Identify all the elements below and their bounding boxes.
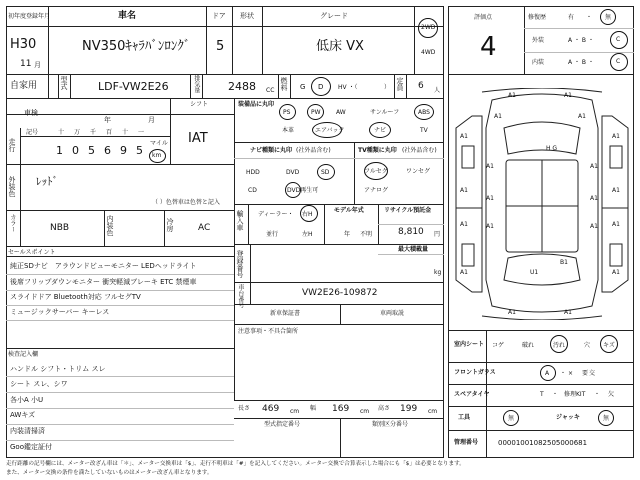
nav-hdd: HDD [246,169,260,176]
length-unit: cm [290,408,300,415]
spare-tire-missing: 欠 [608,391,615,398]
tv-fullseg: フルセグ [364,168,388,175]
seat-tear: 破れ [522,342,535,349]
shift-label: シフト [190,101,209,108]
capacity-value: 6 [418,81,424,91]
color-code-label: カラー [8,214,16,232]
chassis-label: 車台番号 [236,284,244,308]
warranty-label: 新車保証書 [270,310,301,317]
repair-yes: 有 [568,14,575,21]
shape-label: 形状 [240,12,254,20]
diagram-mark: B1 [560,259,568,266]
footer-note-1: 走行距離の記号欄には、メーター改ざん車は「＊」、メーター交換車は「$」、走行不明車は「#」を記入してください。メーター交換で合算表示した場合にも「$」は必要となります。 [6,461,465,467]
interior-color-label: 内装色 [106,215,115,236]
inspection-label: 車検 [24,109,38,117]
diagram-mark: A1 [460,187,468,194]
model-label: 型式 [60,76,69,90]
management-number: 00001001082505000681 [498,439,588,447]
mileage-digit: 5 [136,144,143,157]
repair-no: 無 [605,14,612,21]
diagram-mark: A1 [590,223,598,230]
diagram-mark: A1 [460,221,468,228]
fuel-diesel: D [318,83,324,91]
exterior-label: 外装 [532,37,545,44]
recycle-label: リサイクル預託金 [384,207,432,214]
door-label: ドア [212,12,226,20]
diagram-mark: A1 [508,309,516,316]
seat-burn: コゲ [492,342,505,349]
manual-label: 車両取説 [380,310,405,317]
fuel-label: 燃料 [280,77,289,91]
seat-scratch: キズ [603,342,615,349]
equipment-leather: 本革 [282,127,295,134]
model-spec-label: 型式指定番号 [264,421,301,428]
diagram-mark: A1 [486,195,494,202]
mileage-digit: 6 [104,144,111,157]
drive-2wd: 2WD [421,24,436,31]
repair-sep: ・ [586,14,593,21]
import-dealer: ディーラー・ [258,211,294,218]
model-year-label: モデル年式 [334,207,364,214]
tv-type-header: TV種類に丸印 [358,147,397,154]
spare-tire-dot-2: ・ [594,391,601,398]
import-parallel: 並行 [266,231,279,238]
nav-sd: SD [321,169,330,176]
interior-label: 内装 [532,59,545,66]
selling-point-line: スライドドア Bluetooth対応 フルセグTV [10,293,141,301]
model-code: LDF-VW2E26 [98,80,169,93]
diagram-mark: A1 [612,269,620,276]
mileage-label: 走行 [8,138,17,152]
inspection-line: Goo鑑定証付 [10,443,52,451]
front-glass-x: × [568,370,574,377]
inspection-year-unit: 年 [104,116,111,124]
tools-none: 無 [508,415,515,422]
seat-hole: 穴 [584,342,591,349]
diagram-mark: A1 [590,195,598,202]
diagram-mark: A1 [564,309,572,316]
equipment-sunroof: サンルーフ [370,109,400,116]
length-label: 長さ [238,405,251,412]
car-damage-diagram [452,88,632,320]
selling-points-label: セールスポイント [8,249,56,256]
spare-tire-dot: ・ [552,391,559,398]
door-count: 5 [216,39,225,54]
model-year-unknown: 不明 [360,231,373,238]
inspection-line: シート スレ、シワ [10,380,68,388]
equipment-pw: PW [311,109,321,116]
repair-history-label: 修復歴 [528,14,547,21]
car-name-label: 車名 [118,11,137,21]
height-label: 高さ [378,405,391,412]
diagram-mark: A1 [494,113,502,120]
reg-date-label: 初年度登録年月 [8,13,51,20]
usage-type: 自家用 [10,81,38,91]
drive-4wd: 4WD [421,49,436,56]
mileage-digit: 0 [72,144,79,157]
recycle-unit: 円 [434,231,441,238]
aircon-value: AC [198,223,211,233]
exterior-color: ﾚｯﾄﾞ [36,175,58,188]
mileage-digit: 9 [120,144,127,157]
spare-tire-t: T [540,391,544,398]
diagram-mark: A1 [564,92,572,99]
management-label: 管理番号 [454,439,479,446]
inspection-line: 内装清掃済 [10,427,45,435]
color-change-note: （ ）色替車は色替と記入 [152,199,220,206]
width-label: 幅 [310,405,317,412]
front-glass-need: 要 [582,370,589,377]
tv-analog: アナログ [364,187,389,194]
score-value: 4 [480,32,497,62]
mileage-unit-mile: マイル [150,140,168,147]
tv-type-note: (社外品含む) [402,147,437,154]
front-glass-a: A [545,370,550,377]
inspection-notes-label: 検査記入欄 [8,351,39,358]
exterior-grades: A ・ B ・ [568,37,594,44]
inspection-month-unit: 月 [148,116,155,124]
selling-point-line: 後席フリップダウンモニター 衝突軽減ブレーキ ETC 禁煙車 [10,278,197,286]
interior-grades: A ・ B ・ [568,59,594,66]
interior-seat-label: 室内シート [454,341,485,348]
model-year-unit: 年 [344,231,351,238]
tv-oneseg: ワンセグ [406,168,431,175]
seat-stain: 汚れ [553,342,566,349]
mileage-digit: 5 [88,144,95,157]
reg-month-unit: 月 [34,61,41,69]
front-glass-dot: ・ [560,370,567,377]
height-value: 199 [400,404,418,414]
inspection-line: AWキズ [10,411,36,419]
inspection-line: 各小A 小U [10,396,44,404]
diagram-mark: A1 [486,223,494,230]
displacement-value: 2488 [228,80,256,93]
displacement-unit: CC [266,87,275,94]
jack-label: ジャッキ [556,414,580,421]
registration-number-label: 登録番号 [236,250,245,278]
mileage-unit-km: km [152,152,162,159]
aircon-label: 冷房 [166,218,175,232]
selling-point-line: 純正SDナビ アラウンドビューモニター LEDヘッドライト [10,262,197,270]
equipment-airbag: エアバック [315,127,345,134]
width-value: 169 [332,404,350,414]
nav-type-header: ナビ種類に丸印 [250,147,293,154]
front-glass-label: フロントガラス [454,369,496,376]
fuel-paren: ） [384,84,391,91]
spare-tire-label: スペアタイヤ [454,391,490,398]
recycle-value: 8,810 [398,227,424,237]
selling-point-line: ミュージックサーバー キーレス [10,308,110,316]
mileage-digit: 1 [56,144,63,157]
color-code: NBB [50,223,70,233]
diagram-mark: A1 [460,269,468,276]
capacity-label: 定員 [396,77,405,91]
shift-value: IAT [188,131,208,146]
width-unit: cm [360,408,370,415]
diagram-mark: A1 [612,187,620,194]
jack-none: 無 [603,415,610,422]
steer-right: 右H [302,211,313,218]
notes-label: 注意事項・不具合箇所 [238,328,299,335]
max-load-unit: kg [434,269,442,276]
fuel-gasoline: G [300,83,306,91]
capacity-unit: 人 [434,87,441,94]
tools-label: 工具 [458,414,471,421]
height-unit: cm [428,408,438,415]
equipment-ps: PS [283,109,291,116]
length-value: 469 [262,404,280,414]
diagram-mark: A1 [590,163,598,170]
import-label: 輸入車 [236,210,245,231]
spare-tire-kit: 修理KIT [564,391,586,398]
exterior-color-label: 外装色 [8,176,17,197]
fuel-hybrid: HV ・（ [338,84,358,91]
reg-year: H30 [10,37,37,52]
equipment-nav: ナビ [374,127,387,134]
footer-note-2: また、メーター交換の条件を満たしていないものはメーター改ざん車となります。 [6,470,213,476]
equipment-tv: TV [420,127,428,134]
chassis-number: VW2E26-109872 [302,288,378,298]
diagram-mark: H G [546,145,558,152]
score-label: 評価点 [474,14,493,21]
max-load-label: 最大積載量 [398,246,429,253]
diagram-mark: A1 [460,133,468,140]
grade-value: 低床 VX [316,39,364,54]
nav-type-note: (社外品含む) [296,147,331,154]
displacement-label: 排気量 [192,75,200,93]
exterior-grade: C [616,36,621,43]
nav-cd: CD [248,187,257,194]
equipment-label: 装備品に丸印 [238,101,275,108]
interior-grade: C [616,58,621,65]
nav-dvd: DVD [286,169,300,176]
diagram-mark: U1 [530,269,539,276]
reg-month: 11 [20,59,32,69]
diagram-mark: A1 [612,133,620,140]
steer-left: 左H [302,231,313,238]
inspection-line: ハンドル シフト・トリム スレ [10,365,106,373]
equipment-abs: ABS [418,109,430,116]
equipment-aw: AW [336,109,346,116]
front-glass-swap: 交 [589,370,596,377]
class-label: 類別区分番号 [372,421,409,428]
diagram-mark: A1 [578,113,586,120]
nav-dvd-playback: DVD再生可 [287,187,319,194]
mileage-record-label: 記号 [26,129,39,136]
grade-label: グレード [320,12,348,20]
car-name: NV350ｷｬﾗﾊﾞﾝﾛﾝｸﾞ [82,39,191,54]
diagram-mark: A1 [508,92,516,99]
diagram-mark: A1 [486,163,494,170]
diagram-mark: A1 [612,221,620,228]
